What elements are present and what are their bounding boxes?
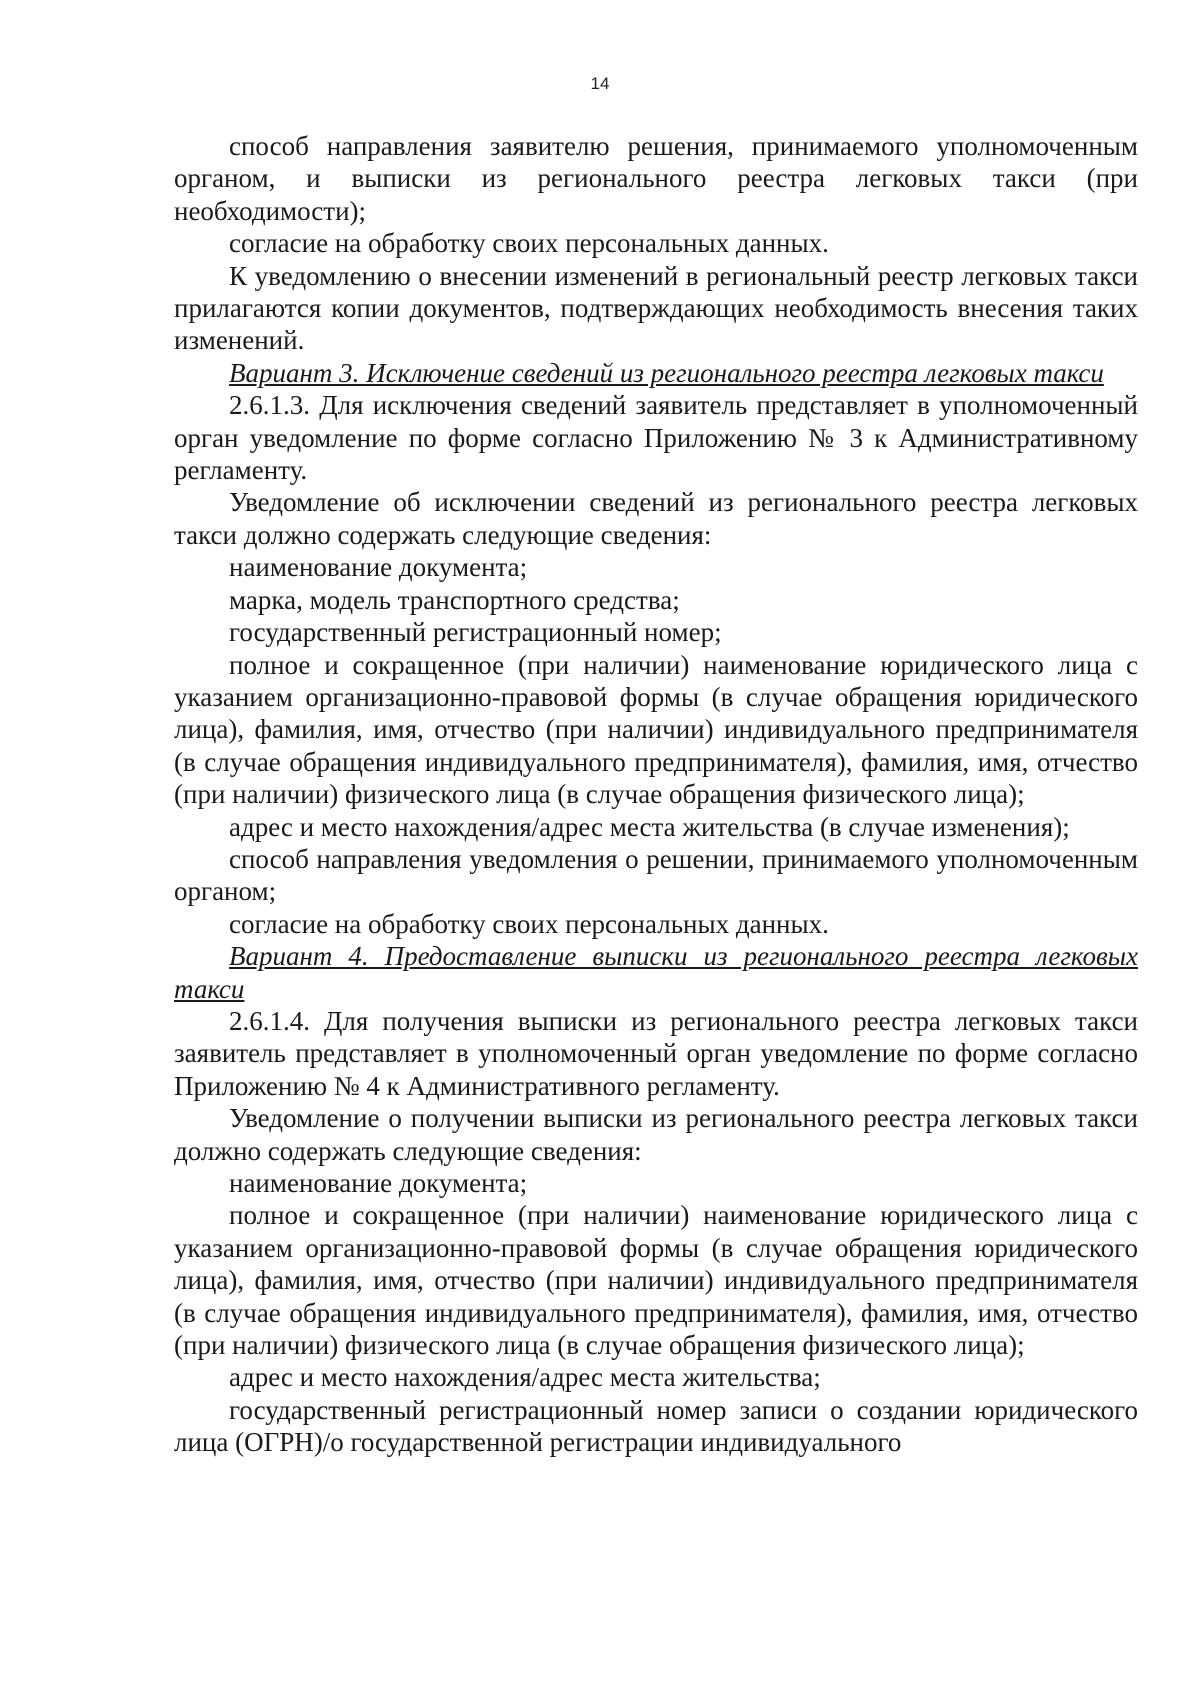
paragraph: способ направления заявителю решения, принимаемого уполномоченным органом, и выписки из регионального реестра легковых такси (при необходимости); (174, 131, 1138, 226)
section-heading-text: Вариант 4. Предоставление выписки из регионального реестра легковых такси (174, 941, 1138, 1004)
section-heading-variant-4 (174, 940, 1138, 1005)
paragraph: согласие на обработку своих персональных данных. (229, 228, 829, 259)
paragraph: наименование документа; (229, 1168, 528, 1198)
paragraph: адрес и место нахождения/адрес места жительства (в случае изменения); (229, 811, 1070, 842)
paragraph: государственный регистрационный номер записи о создании юридического лица (ОГРН)/о государственной регистрации индивидуального (174, 1394, 1138, 1458)
paragraph: марка, модель транспортного средства; (229, 584, 680, 615)
section-heading-text: Вариант 3. Исключение сведений из регионального реестра легковых такси (229, 357, 1104, 388)
paragraph: Уведомление об исключении сведений из регионального реестра легковых такси должно содержать следующие сведения: (174, 487, 1138, 550)
paragraph: способ направления уведомления о решении, принимаемого уполномоченным органом; (174, 843, 1138, 907)
paragraph: согласие на обработку своих персональных данных. (229, 908, 829, 939)
paragraph: государственный регистрационный номер; (229, 617, 722, 648)
paragraph: полное и сокращенное (при наличии) наименование юридического лица с указанием организационно-правовой формы (в случае обращения юридического лица), фамилия, имя, отчество (при наличии) индивидуального предпринимателя (в случае обращения индивидуального предпринимателя), фамилия, имя, отчество (при наличии) физического лица (в случае обращения физического лица); (174, 1200, 1138, 1361)
paragraph: Уведомление о получении выписки из регионального реестра легковых такси должно содержать следующие сведения: (174, 1103, 1138, 1166)
section-heading-variant-3 (174, 357, 1138, 389)
paragraph: 2.6.1.4. Для получения выписки из регионального реестра легковых такси заявитель представляет в уполномоченный орган уведомление по форме согласно Приложению № 4 к Административного регламенту. (174, 1005, 1138, 1101)
paragraph: 2.6.1.3. Для исключения сведений заявитель представляет в уполномоченный орган уведомление по форме согласно Приложению № 3 к Административному регламенту. (174, 390, 1138, 486)
document-body (174, 130, 1138, 1459)
page-number: 14 (590, 74, 610, 93)
paragraph: адрес и место нахождения/адрес места жительства; (229, 1362, 821, 1393)
paragraph: полное и сокращенное (при наличии) наименование юридического лица с указанием организационно-правовой формы (в случае обращения юридического лица), фамилия, имя, отчество (при наличии) индивидуального предпринимателя (в случае обращения индивидуального предпринимателя), фамилия, имя, отчество (при наличии) физического лица (в случае обращения физического лица); (174, 649, 1138, 810)
paragraph: наименование документа; (229, 552, 528, 583)
paragraph: К уведомлению о внесении изменений в региональный реестр легковых такси прилагаются копии документов, подтверждающих необходимость внесения таких изменений. (174, 260, 1138, 356)
